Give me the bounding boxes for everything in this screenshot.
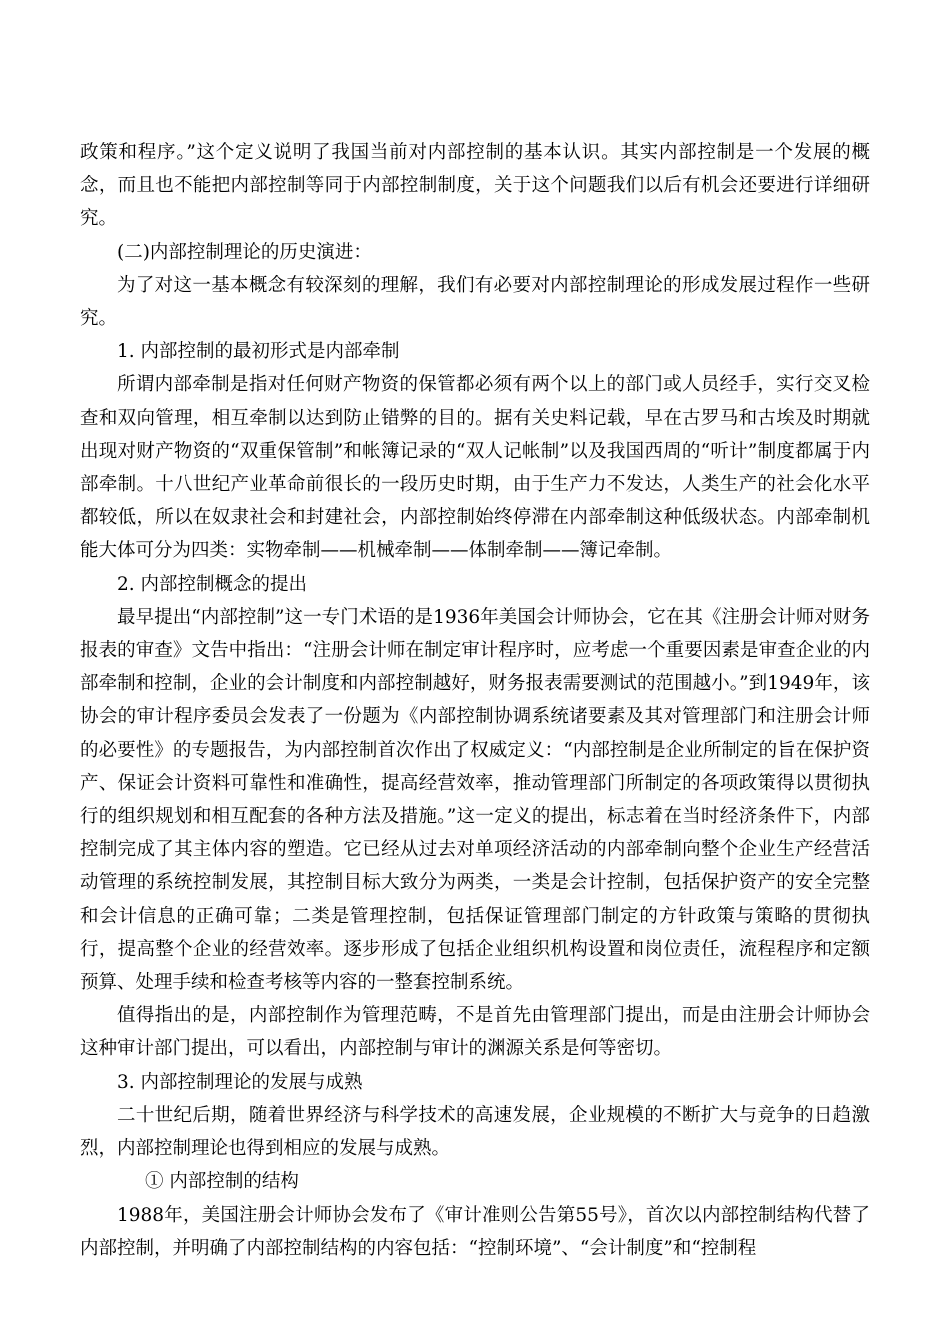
paragraph: 为了对这一基本概念有较深刻的理解，我们有必要对内部控制理论的形成发展过程作一些研究。 (80, 274, 870, 330)
paragraph: 最早提出“内部控制”这一专门术语的是1936年美国会计师协会，它在其《注册会计师对财务报表的审查》文告中指出：“注册会计师在制定审计程序时，应考虑一个重要因素是审查企业的内部牵制和控制，企业的会计制度和内部控制越好，财务报表需要测试的范围越小。”到1949年，该协会的审计程序委员会发表了一份题为《内部控制协调系统诸要素及其对管理部门和注册会计师的必要性》的专题报告，为内部控制首次作出了权威定义：“内部控制是企业所制定的旨在保护资产、保证会计资料可靠性和准确性，提高经营效率，推动管理部门所制定的各项政策得以贯彻执行的组织规划和相互配套的各种方法及措施。”这一定义的提出，标志着在当时经济条件下，内部控制完成了其主体内容的塑造。它已经从过去对单项经济活动的内部牵制向整个企业生产经营活动管理的系统控制发展，其控制目标大致分为两类，一类是会计控制，包括保护资产的安全完整和会计信息的正确可靠；二类是管理控制，包括保证管理部门制定的方针政策与策略的贯彻执行，提高整个企业的经营效率。逐步形成了包括企业组织机构设置和岗位责任，流程程序和定额预算、处理手续和检查考核等内容的一整套控制系统。 (80, 606, 870, 994)
section-heading: 3. 内部控制理论的发展与成熟 (117, 1071, 363, 1093)
subsection-heading: ① 内部控制的结构 (145, 1171, 299, 1193)
section-heading: (二)内部控制理论的历史演进： (117, 241, 372, 263)
paragraph: 所谓内部牵制是指对任何财产物资的保管都必须有两个以上的部门或人员经手，实行交叉检查和双向管理，相互牵制以达到防止错弊的目的。据有关史料记载，早在古罗马和古埃及时期就出现对财产物资的“双重保管制”和帐簿记录的“双人记帐制”以及我国西周的“听计”制度都属于内部牵制。十八世纪产业革命前很长的一段历史时期，由于生产力不发达，人类生产的社会化水平都较低，所以在奴隶社会和封建社会，内部控制始终停滞在内部牵制这种低级状态。内部牵制机能大体可分为四类：实物牵制——机械牵制——体制牵制——簿记牵制。 (80, 374, 870, 562)
paragraph: 值得指出的是，内部控制作为管理范畴，不是首先由管理部门提出，而是由注册会计师协会这种审计部门提出，可以看出，内部控制与审计的渊源关系是何等密切。 (80, 1005, 870, 1060)
section-heading: 2. 内部控制概念的提出 (117, 573, 308, 595)
paragraph: 二十世纪后期，随着世界经济与科学技术的高速发展，企业规模的不断扩大与竞争的日趋激烈，内部控制理论也得到相应的发展与成熟。 (80, 1104, 870, 1160)
paragraph: 政策和程序。”这个定义说明了我国当前对内部控制的基本认识。其实内部控制是一个发展的概念，而且也不能把内部控制等同于内部控制制度，关于这个问题我们以后有机会还要进行详细研究。 (80, 142, 870, 230)
section-heading: 1. 内部控制的最初形式是内部牵制 (117, 341, 400, 363)
document-body (80, 136, 870, 1265)
paragraph: 1988年，美国注册会计师协会发布了《审计准则公告第55号》，首次以内部控制结构代替了内部控制，并明确了内部控制结构的内容包括：“控制环境”、“会计制度”和“控制程 (80, 1204, 870, 1259)
